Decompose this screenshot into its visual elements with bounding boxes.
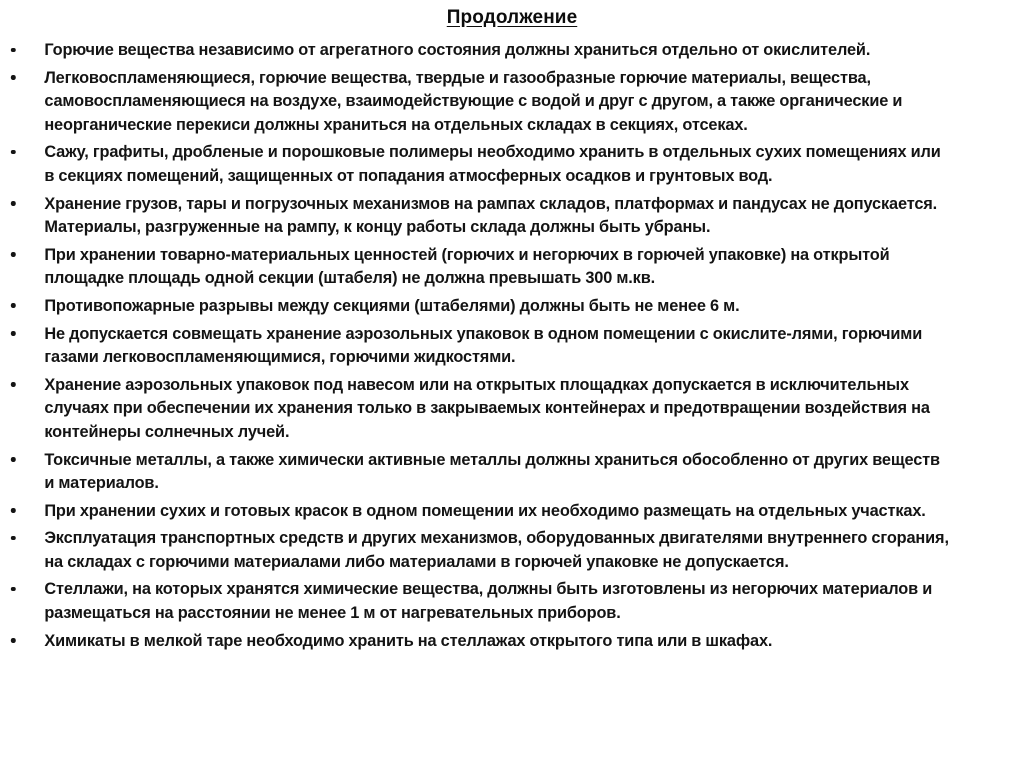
list-item-text: Хранение аэрозольных упаковок под навесом или на открытых площадках допускается в исключительных случаях при обеспечении их хранения только в закрываемых контейнерах и предотвращении воздействия на контейнеры солнечных лучей.	[44, 374, 930, 441]
list-item-text: При хранении сухих и готовых красок в одном помещении их необходимо размещать на отдельных участках.	[44, 500, 926, 520]
list-item-text: Противопожарные разрывы между секциями (штабелями) должны быть не менее 6 м.	[44, 295, 740, 315]
list-item	[0, 192, 1009, 239]
list-item	[0, 577, 1009, 624]
regulations-bullet-list	[0, 38, 1024, 656]
list-item-text: Не допускается совмещать хранение аэрозольных упаковок в одном помещении с окислите-лями, горючими газами легковоспламеняющимися, горючими жидкостями.	[44, 323, 923, 367]
list-item-text: Легковоспламеняющиеся, горючие вещества, твердые и газообразные горючие материалы, вещества, самовоспламеняющиеся на воздухе, взаимодействующие с водой и друг с другом, а также органические и неорганические перекиси должны храниться на отдельных складах в секциях, отсеках.	[44, 67, 903, 134]
list-item-text: Хранение грузов, тары и погрузочных механизмов на рампах складов, платформах и пандусах не допускается. Материалы, разгруженные на рампу, к концу работы склада должны быть убраны.	[44, 193, 938, 237]
list-item	[0, 38, 1009, 62]
list-item-text: Эксплуатация транспортных средств и других механизмов, оборудованных двигателями внутреннего сгорания, на складах с горючими материалами либо материалами в горючей упаковке не допускается.	[44, 528, 949, 571]
list-item	[0, 294, 1009, 318]
list-item	[0, 322, 1009, 369]
list-item	[0, 526, 1009, 573]
list-item	[0, 629, 1009, 653]
list-item-text: Химикаты в мелкой таре необходимо хранить на стеллажах открытого типа или в шкафах.	[44, 630, 773, 650]
list-item	[0, 499, 1009, 523]
list-item	[0, 243, 1009, 290]
list-item-text: Сажу, графиты, дробленые и порошковые полимеры необходимо хранить в отдельных сухих помещениях или в секциях помещений, защищенных от попадания атмосферных осадков и грунтовых вод.	[44, 142, 941, 185]
list-item-text: Стеллажи, на которых хранятся химические вещества, должны быть изготовлены из негорючих материалов и размещаться на расстоянии не менее 1 м от нагревательных приборов.	[44, 579, 933, 623]
list-item-text: Токсичные металлы, а также химически активные металлы должны храниться обособленно от других веществ и материалов.	[44, 449, 940, 493]
list-item-text: При хранении товарно-материальных ценностей (горючих и негорючих в горючей упаковке) на открытой площадке площадь одной секции (штабеля) не должна превышать 300 м.кв.	[44, 244, 890, 288]
page-title: Продолжение	[446, 7, 578, 28]
list-item	[0, 448, 1009, 495]
list-item	[0, 373, 1009, 444]
list-item	[0, 66, 1009, 137]
list-item	[0, 140, 1009, 187]
list-item-text: Горючие вещества независимо от агрегатного состояния должны храниться отдельно от окислителей.	[44, 40, 871, 59]
